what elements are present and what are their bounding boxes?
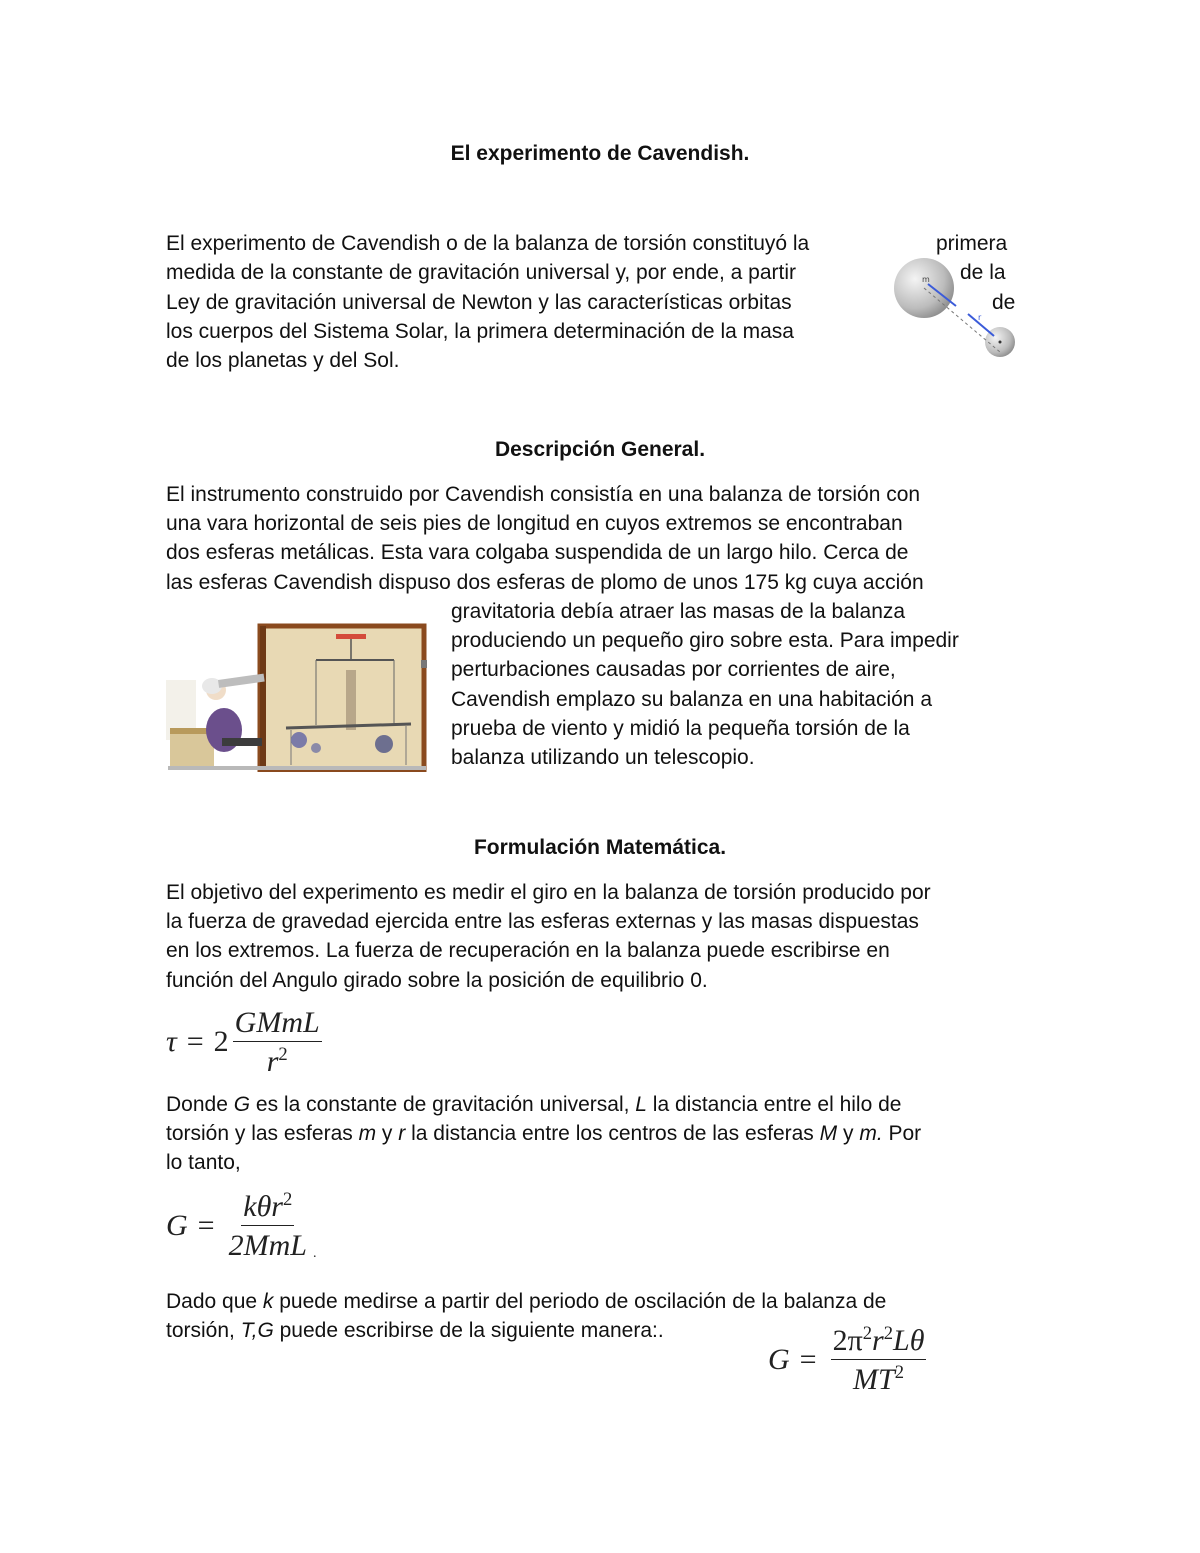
sphere-label-mark: m [922, 275, 930, 284]
formula2-denominator: 2MmL [228, 1229, 307, 1262]
intro-line-2: medida de la constante de gravitación universal y, por ende, a partir [166, 261, 796, 284]
formula2-fraction [229, 1190, 307, 1262]
formula1-den-exp: 2 [278, 1044, 288, 1065]
where-var-r: r [398, 1122, 406, 1145]
given-line-2 [166, 1316, 664, 1345]
formula3-num-b: r [872, 1324, 884, 1357]
where-text-1: Donde [166, 1093, 234, 1116]
section-heading-description: Descripción General. [494, 438, 706, 461]
math-line-3: en los extremos. La fuerza de recuperación en la balanza puede escribirse en [166, 939, 890, 962]
where-var-m: m [358, 1122, 377, 1145]
where-text-6: la distancia entre los centros de las esferas [405, 1122, 820, 1145]
given-line-1 [166, 1287, 886, 1316]
given-var-k: k [262, 1290, 274, 1313]
spheres-diagram [890, 254, 1025, 364]
gravitation-formula-2 [768, 1324, 926, 1396]
cavendish-illustration [166, 620, 428, 772]
where-var-G: G [233, 1093, 251, 1116]
where-text-3: la distancia entre el hilo de [646, 1093, 902, 1116]
dashed-distance-line [924, 288, 1000, 352]
given-text-4: puede escribirse de la siguiente manera:. [273, 1319, 664, 1342]
intro-line-3: Ley de gravitación universal de Newton y las características orbitas [166, 291, 792, 314]
where-line-2 [166, 1119, 921, 1148]
given-text-1: Dado que [166, 1290, 263, 1313]
formula3-num-a: 2π [832, 1324, 863, 1357]
formula2-trail: . [312, 1246, 317, 1261]
description-wrap-line-5: prueba de viento y midió la pequeña torsión de la [451, 717, 910, 740]
description-wrap-line-2: produciendo un pequeño giro sobre esta. Para impedir [451, 629, 959, 652]
formula1-den-base: r [266, 1045, 279, 1078]
formula2-numerator [241, 1190, 294, 1226]
formula3-den-exp: 2 [894, 1362, 905, 1383]
description-wrap-line-3: perturbaciones causadas por corrientes de aire, [451, 658, 896, 681]
formula2-lhs: G [166, 1209, 188, 1242]
formula1-numerator: GMmL [233, 1006, 322, 1042]
description-line-3: dos esferas metálicas. Esta vara colgaba suspendida de un largo hilo. Cerca de [166, 541, 909, 564]
formula1-fraction [233, 1006, 322, 1078]
equals-sign-3: = [799, 1343, 817, 1376]
equals-sign: = [186, 1025, 204, 1058]
formula3-num-c: Lθ [893, 1324, 925, 1357]
description-wrap-line-4: Cavendish emplazo su balanza en una habitación a [451, 688, 933, 711]
formula3-num-e2: 2 [883, 1323, 894, 1344]
intro-right-word-1: primera [936, 232, 1008, 255]
torque-formula [166, 1006, 322, 1078]
section-heading-math: Formulación Matemática. [473, 836, 727, 859]
formula3-numerator [831, 1324, 927, 1360]
where-var-L: L [635, 1093, 647, 1116]
given-text-2: puede medirse a partir del periodo de oscilación de la balanza de [273, 1290, 887, 1313]
center-dot [999, 341, 1002, 344]
math-line-1: El objetivo del experimento es medir el giro en la balanza de torsión producido por [166, 881, 931, 904]
formula1-lhs: τ [166, 1025, 177, 1058]
where-text-8: Por [882, 1122, 922, 1145]
equals-sign-2: = [197, 1209, 215, 1242]
where-var-M: M [819, 1122, 838, 1145]
formula3-den-a: MT [853, 1363, 895, 1396]
intro-line-5: de los planetas y del Sol. [166, 349, 400, 372]
where-var-m2: m. [859, 1122, 883, 1145]
intro-line-4: los cuerpos del Sistema Solar, la primera determinación de la masa [166, 320, 794, 343]
math-line-2: la fuerza de gravedad ejercida entre las esferas externas y las masas dispuestas [166, 910, 919, 933]
formula3-num-e1: 2 [862, 1323, 873, 1344]
description-line-4: las esferas Cavendish dispuso dos esferas de plomo de unos 175 kg cuya acción [166, 571, 924, 594]
where-text-7: y [837, 1122, 860, 1145]
document-title: El experimento de Cavendish. [450, 142, 750, 165]
intro-right-word-2: de la [960, 261, 1006, 284]
intro-line-1: El experimento de Cavendish o de la balanza de torsión constituyó la [166, 232, 810, 255]
description-wrap-line-6: balanza utilizando un telescopio. [451, 746, 755, 769]
given-text-3: torsión, [166, 1319, 241, 1342]
intro-right-word-3: de [992, 291, 1016, 314]
formula3-denominator [853, 1360, 904, 1396]
math-line-4: función del Angulo girado sobre la posición de equilibrio 0. [166, 969, 708, 992]
where-text-2: es la constante de gravitación universal, [250, 1093, 636, 1116]
r-label-mark: r [978, 313, 982, 322]
description-line-1: El instrumento construido por Cavendish consistía en una balanza de torsión con [166, 483, 921, 506]
where-line-3: lo tanto, [166, 1151, 241, 1174]
formula1-coef: 2 [213, 1025, 229, 1058]
formula2-num-exp: 2 [282, 1189, 293, 1210]
formula1-denominator [267, 1042, 288, 1078]
gravitation-formula-1 [166, 1190, 316, 1262]
description-wrap-line-1: gravitatoria debía atraer las masas de la balanza [451, 600, 906, 623]
given-var-TG: T,G [240, 1319, 274, 1342]
where-line-1 [166, 1090, 901, 1119]
formula3-lhs: G [768, 1343, 790, 1376]
where-text-4: torsión y las esferas [166, 1122, 359, 1145]
formula2-num-a: kθr [243, 1190, 283, 1223]
description-line-2: una vara horizontal de seis pies de longitud en cuyos extremos se encontraban [166, 512, 903, 535]
formula3-fraction [831, 1324, 927, 1396]
where-text-5: y [376, 1122, 399, 1145]
